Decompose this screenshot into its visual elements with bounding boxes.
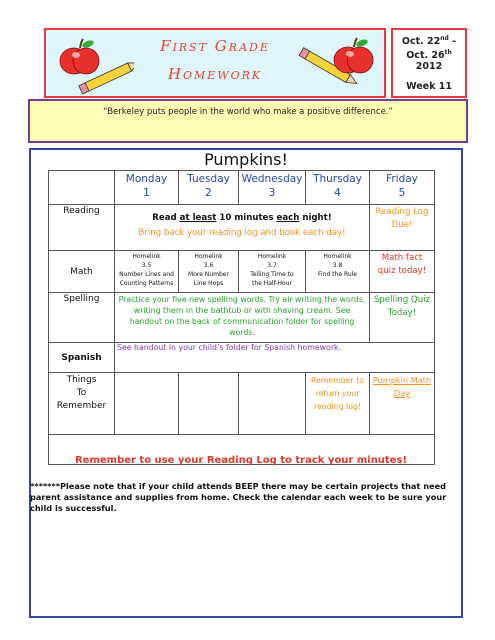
spelling-instructions: Practice your five new spelling words. Try air writing the words, writing them in the bathtub or with shaving cream. See handout on the back of communication folder for spelling words.: [115, 293, 370, 343]
row-label-reading: Reading: [49, 205, 115, 251]
reading-instructions: [115, 205, 370, 251]
date-year: 2012: [415, 61, 443, 73]
things-wednesday: [239, 373, 306, 435]
apple-pencil-icon-right: [294, 36, 384, 98]
things-monday: [115, 373, 179, 435]
math-thursday: Homelink 3.8 Find the Rule: [306, 251, 370, 293]
date-box: [391, 28, 467, 98]
title-first-grade: First Grade: [160, 37, 270, 55]
reading-log-reminder: Remember to use your Reading Log to track your minutes!: [74, 455, 408, 466]
spanish-instructions: See handout in your child’s folder for Spanish homework.: [115, 343, 435, 373]
date-start: Oct. 22: [401, 36, 441, 48]
day-header-tuesday: Tuesday 2: [179, 171, 239, 205]
table-row: [49, 205, 435, 251]
week-number: Week 11: [406, 81, 452, 93]
row-label-spanish: Spanish: [49, 343, 115, 373]
math-tuesday: Homelink 3.6 More Number Line Hops: [179, 251, 239, 293]
reading-line1: Read at least 10 minutes each night!: [152, 213, 332, 223]
homework-grid: [48, 170, 435, 465]
table-row: [49, 373, 435, 435]
date-start-suffix: nd: [440, 35, 449, 42]
parent-note: *******Please note that if your child attends BEEP there may be certain projects that need parent assistance and supplies from home. Check the calendar each week to be sure your child is successful.: [30, 481, 447, 513]
day-header-friday: Friday 5: [370, 171, 435, 205]
header-banner: [44, 28, 386, 98]
reading-line2: Bring back your reading log and book each day!: [138, 228, 346, 238]
date-end: Oct. 26: [406, 50, 445, 62]
day-header-monday: Monday 1: [115, 171, 179, 205]
row-label-spelling: Spelling: [49, 293, 115, 343]
header-empty-cell: [49, 171, 115, 205]
things-friday: Pumpkin Math Day: [370, 373, 435, 435]
reading-friday: Reading Log Due!: [370, 205, 435, 251]
day-header-thursday: Thursday 4: [306, 171, 370, 205]
table-row: [49, 293, 435, 343]
title-homework: Homework: [167, 65, 263, 83]
date-end-suffix: th: [444, 49, 452, 57]
row-label-math: Math: [49, 251, 115, 293]
math-wednesday: Homelink 3.7 Telling Time to the Half-Hour: [239, 251, 306, 293]
date-dash: -: [448, 36, 457, 48]
row-label-things-to-remember: Things To Remember: [49, 373, 115, 435]
table-row: [49, 171, 435, 205]
day-header-wednesday: Wednesday 3: [239, 171, 306, 205]
table-row: [49, 251, 435, 293]
apple-pencil-icon-left: [54, 36, 134, 98]
spelling-friday: Spelling Quiz Today!: [370, 293, 435, 343]
table-row: [49, 343, 435, 373]
quote-box: “Berkeley puts people in the world who make a positive difference.”: [28, 99, 468, 143]
things-tuesday: [179, 373, 239, 435]
math-monday: Homelink 3.5 Number Lines and Counting Patterns: [115, 251, 179, 293]
things-thursday: Remember to return your reading log!: [306, 373, 370, 435]
main-title: Pumpkins!: [204, 150, 288, 169]
math-friday: Math fact quiz today!: [370, 251, 435, 293]
